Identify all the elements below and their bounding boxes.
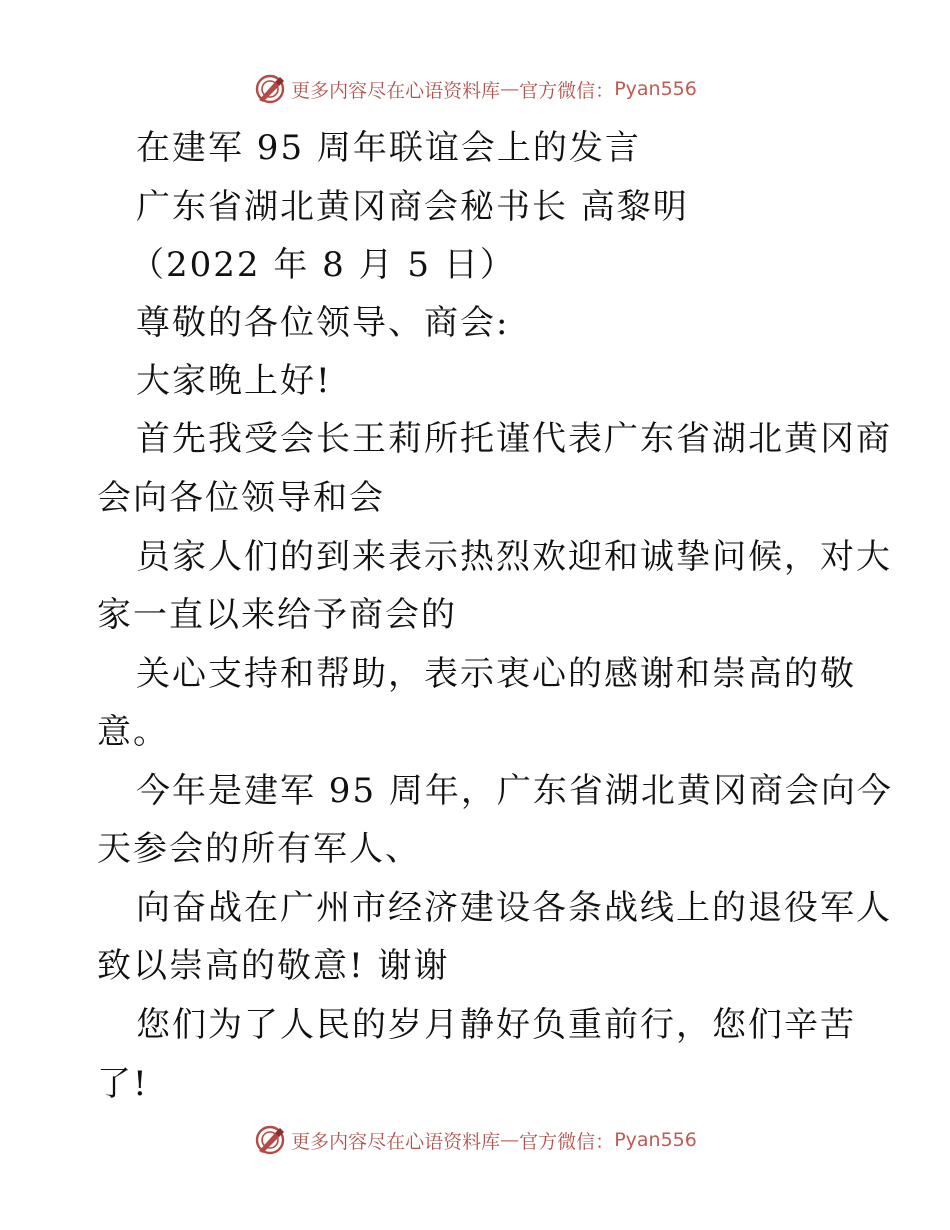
paragraph-line: 了! — [97, 1064, 149, 1104]
watermark-wechat-label: 官方微信： — [519, 1130, 615, 1153]
document-author: 广东省湖北黄冈商会秘书长 高黎明 — [136, 187, 689, 227]
paragraph-line: 家一直以来给予商会的 — [97, 595, 457, 635]
watermark-wechat-id: Pyan556 — [614, 1129, 697, 1151]
paragraph-line: 意。 — [97, 712, 169, 752]
paragraph-line: 员家人们的到来表示热烈欢迎和诚挚问候，对大 — [136, 537, 892, 577]
paragraph-line: 会向各位领导和会 — [97, 478, 385, 518]
paragraph-line: 您们为了人民的岁月静好负重前行，您们辛苦 — [136, 1005, 856, 1045]
header-watermark — [0, 71, 950, 107]
pen-logo-icon — [253, 1123, 287, 1157]
watermark-wechat-label: 官方微信： — [519, 79, 615, 102]
document-date: （2022 年 8 月 5 日） — [130, 245, 516, 285]
pen-logo-icon — [253, 72, 287, 106]
paragraph-line: 致以崇高的敬意! 谢谢 — [97, 946, 450, 986]
paragraph-line: 今年是建军 95 周年，广东省湖北黄冈商会向今 — [136, 771, 893, 811]
watermark-wechat-id: Pyan556 — [614, 78, 697, 100]
watermark-dash: — — [500, 78, 520, 100]
footer-watermark — [0, 1122, 950, 1158]
watermark-dash: — — [500, 1129, 520, 1151]
document-salutation: 尊敬的各位领导、商会: — [136, 303, 510, 343]
watermark-main-text: 更多内容尽在心语资料库 — [291, 1130, 501, 1153]
paragraph-line: 首先我受会长王莉所托谨代表广东省湖北黄冈商 — [136, 419, 892, 459]
document-title: 在建军 95 周年联谊会上的发言 — [136, 128, 641, 168]
paragraph-line: 关心支持和帮助，表示衷心的感谢和崇高的敬 — [136, 654, 856, 694]
paragraph-line: 天参会的所有军人、 — [97, 829, 421, 869]
document-greeting: 大家晚上好! — [136, 361, 332, 401]
paragraph-line: 向奋战在广州市经济建设各条战线上的退役军人 — [136, 888, 892, 928]
watermark-main-text: 更多内容尽在心语资料库 — [291, 79, 501, 102]
